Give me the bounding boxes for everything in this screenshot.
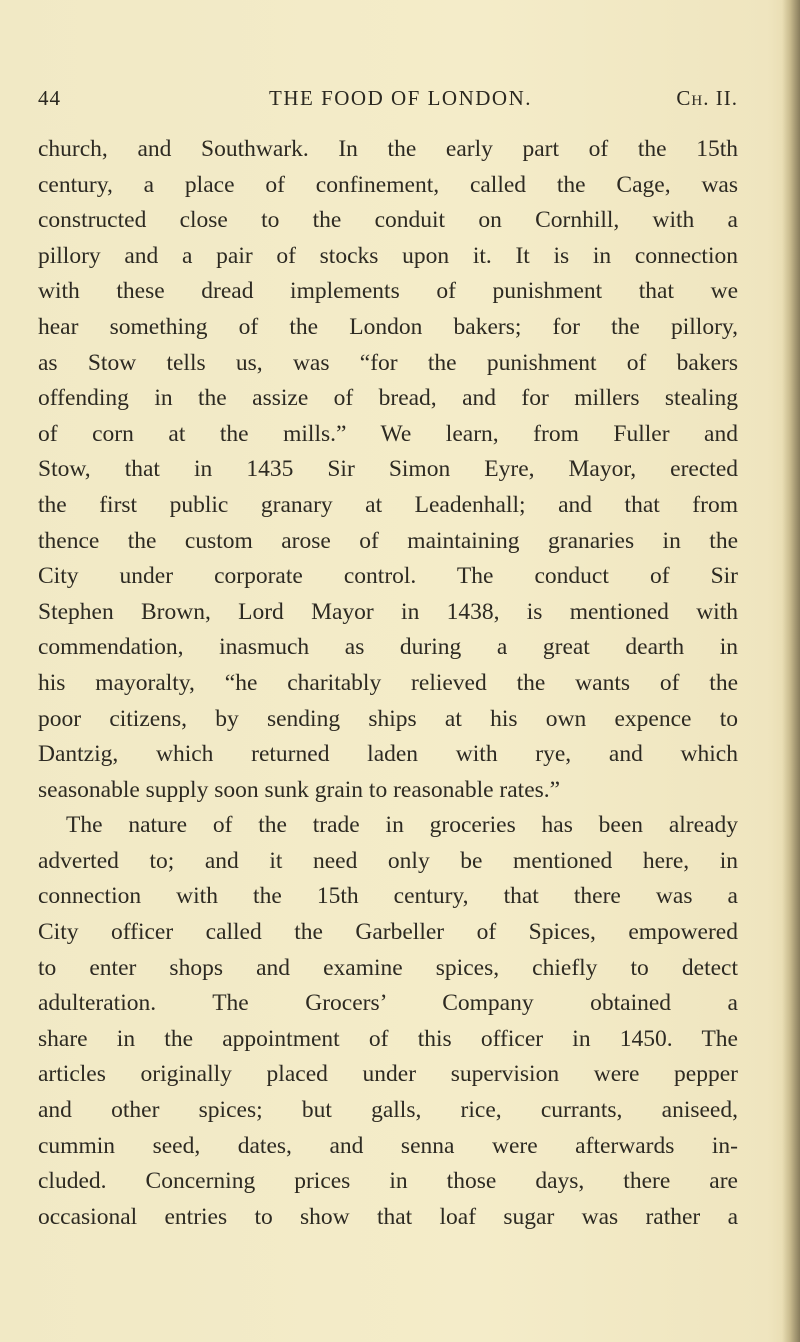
page-edge-shadow: [782, 0, 800, 1342]
text-line: connection with the 15th century, that there was a: [38, 883, 738, 910]
chapter-marker: Ch. II.: [676, 86, 738, 110]
text-line: cluded. Concerning prices in those days, there are: [38, 1168, 738, 1195]
text-line: hear something of the London bakers; for the pillory,: [38, 313, 738, 340]
text-line: his mayoralty, “he charitably relieved the wants of the: [38, 669, 738, 696]
text-line: adverted to; and it need only be mentioned here, in: [38, 847, 738, 874]
running-title: THE FOOD OF LONDON.: [269, 86, 532, 110]
text-line: City officer called the Garbeller of Spices, empowered: [38, 919, 738, 946]
text-line: of corn at the mills.” We learn, from Fuller and: [38, 420, 738, 447]
text-line: Dantzig, which returned laden with rye, and which: [38, 741, 738, 768]
text-line: and other spices; but galls, rice, currants, aniseed,: [38, 1097, 738, 1124]
text-line: church, and Southwark. In the early part of the 15th: [38, 136, 738, 162]
body-text: [38, 132, 738, 1235]
text-line: constructed close to the conduit on Cornhill, with a: [38, 207, 738, 234]
text-line: articles originally placed under supervision were pepper: [38, 1061, 738, 1088]
running-header: [38, 86, 738, 116]
text-line: cummin seed, dates, and senna were afterwards in-: [38, 1132, 738, 1159]
text-line: The nature of the trade in groceries has been already: [66, 812, 738, 839]
text-line: as Stow tells us, was “for the punishment of bakers: [38, 349, 738, 376]
text-line: share in the appointment of this officer in 1450. The: [38, 1025, 738, 1052]
page-number: 44: [38, 86, 61, 110]
text-line: poor citizens, by sending ships at his own expence to: [38, 705, 738, 732]
text-line: Stephen Brown, Lord Mayor in 1438, is mentioned with: [38, 598, 738, 625]
text-line: thence the custom arose of maintaining granaries in the: [38, 527, 738, 554]
text-line: seasonable supply soon sunk grain to reasonable rates.”: [38, 776, 561, 803]
text-line: occasional entries to show that loaf sugar was rather a: [38, 1203, 738, 1230]
text-line: Stow, that in 1435 Sir Simon Eyre, Mayor, erected: [38, 456, 738, 483]
text-line: commendation, inasmuch as during a great dearth in: [38, 634, 738, 661]
text-line: City under corporate control. The conduct of Sir: [38, 563, 738, 590]
text-line: to enter shops and examine spices, chiefly to detect: [38, 954, 738, 981]
text-line: the first public granary at Leadenhall; and that from: [38, 491, 738, 518]
text-line: century, a place of confinement, called the Cage, was: [38, 171, 738, 198]
text-line: pillory and a pair of stocks upon it. It is in connection: [38, 242, 738, 269]
text-line: with these dread implements of punishment that we: [38, 278, 738, 305]
text-line: offending in the assize of bread, and for millers stealing: [38, 385, 738, 412]
text-line: adulteration. The Grocers’ Company obtained a: [38, 990, 738, 1017]
